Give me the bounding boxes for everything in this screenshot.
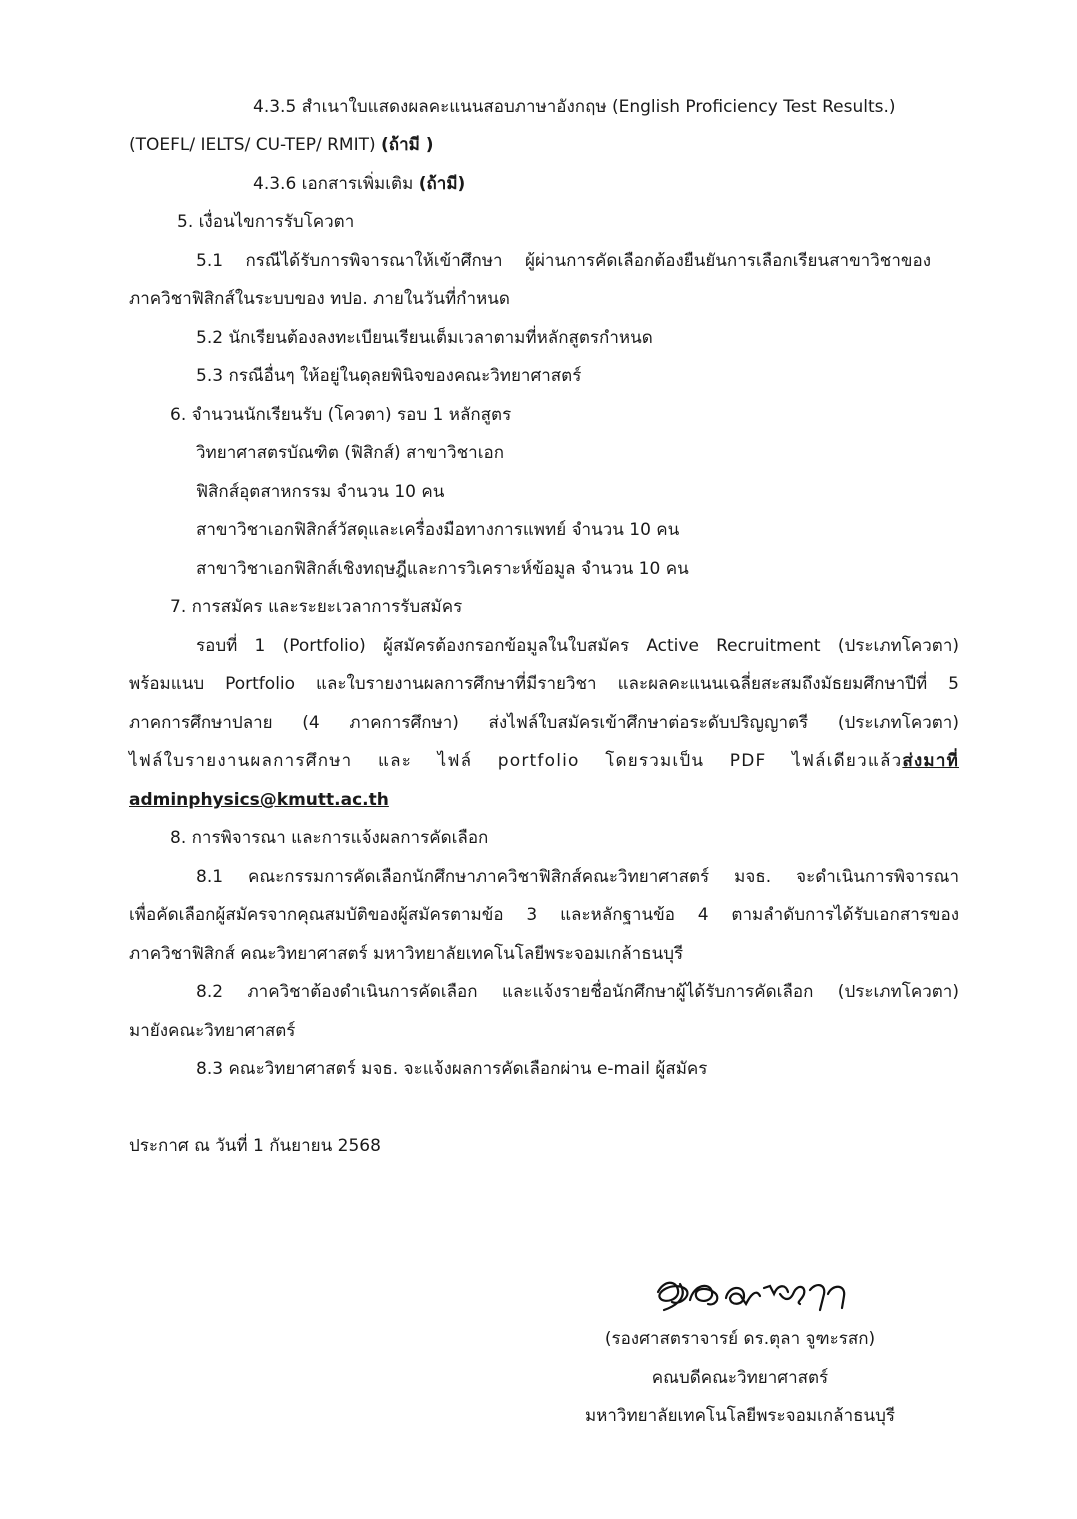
major-industrial-physics: ฟิสิกส์อุตสาหกรรม จำนวน 10 คน [196,482,445,502]
section-7-paragraph-line-3: ภาคการศึกษาปลาย (4 ภาคการศึกษา) ส่งไฟล์ใบสมัครเข้าศึกษาต่อระดับปริญญาตรี (ประเภทโควตา) [129,713,959,733]
signatory-university: มหาวิทยาลัยเทคโนโลยีพระจอมเกล้าธนบุรี [584,1406,896,1426]
item-5-3: 5.3 กรณีอื่นๆ ให้อยู่ในดุลยพินิจของคณะวิทยาศาสตร์ [196,366,582,386]
item-4-3-6: 4.3.6 เอกสารเพิ่มเติม (ถ้ามี) [253,174,466,194]
major-materials-medical-physics: สาขาวิชาเอกฟิสิกส์วัสดุและเครื่องมือทางการแพทย์ จำนวน 10 คน [196,520,680,540]
item-4-3-5: 4.3.5 สำเนาใบแสดงผลคะแนนสอบภาษาอังกฤษ (English Proficiency Test Results.) [253,97,896,117]
item-5-2: 5.2 นักเรียนต้องลงทะเบียนเรียนเต็มเวลาตามที่หลักสูตรกำหนด [196,328,653,348]
signatory-name: (รองศาสตราจารย์ ดร.ตุลา จูฑะรสก) [604,1329,876,1349]
major-theoretical-physics: สาขาวิชาเอกฟิสิกส์เชิงทฤษฎีและการวิเคราะห์ข้อมูล จำนวน 10 คน [196,559,689,579]
send-to-label: ส่งมาที่ [902,751,959,771]
email-link[interactable]: adminphysics@kmutt.ac.th [129,790,389,810]
item-5-1: 5.1 กรณีได้รับการพิจารณาให้เข้าศึกษา ผู้ผ่านการคัดเลือกต้องยืนยันการเลือกเรียนสาขาวิชาของ [196,251,931,271]
section-7-paragraph-line-1: รอบที่ 1 (Portfolio) ผู้สมัครต้องกรอกข้อมูลในใบสมัคร Active Recruitment (ประเภทโควตา) [196,636,959,656]
announcement-date: ประกาศ ณ วันที่ 1 กันยายน 2568 [129,1136,381,1156]
item-4-3-5-continued: (TOEFL/ IELTS/ CU-TEP/ RMIT) (ถ้ามี ) [129,135,434,155]
section-5-heading: 5. เงื่อนไขการรับโควตา [177,212,355,232]
section-8-heading: 8. การพิจารณา และการแจ้งผลการคัดเลือก [170,828,489,848]
section-7-paragraph-line-2: พร้อมแนบ Portfolio และใบรายงานผลการศึกษาที่มีรายวิชา และผลคะแนนเฉลี่ยสะสมถึงมัธยมศึกษาปีที่ 5 [129,674,959,694]
item-8-2: 8.2 ภาควิชาต้องดำเนินการคัดเลือก และแจ้งรายชื่อนักศึกษาผู้ได้รับการคัดเลือก (ประเภทโควตา) [196,982,959,1002]
optional-note: (ถ้ามี) [418,174,466,194]
section-6-heading: 6. จำนวนนักเรียนรับ (โควตา) รอบ 1 หลักสูตร [170,405,512,425]
item-8-1-continued-2: ภาควิชาฟิสิกส์ คณะวิทยาศาสตร์ มหาวิทยาลัยเทคโนโลยีพระจอมเกล้าธนบุรี [129,944,684,964]
optional-note: (ถ้ามี ) [381,135,434,155]
program-name: วิทยาศาสตรบัณฑิต (ฟิสิกส์) สาขาวิชาเอก [196,443,505,463]
item-8-1-continued: เพื่อคัดเลือกผู้สมัครจากคุณสมบัติของผู้สมัครตามข้อ 3 และหลักฐานข้อ 4 ตามลำดับการได้รับเอกสารของ [129,905,959,925]
signature-image [650,1270,860,1320]
item-5-1-continued: ภาควิชาฟิสิกส์ในระบบของ ทปอ. ภายในวันที่กำหนด [129,289,510,309]
item-8-1: 8.1 คณะกรรมการคัดเลือกนักศึกษาภาควิชาฟิสิกส์คณะวิทยาศาสตร์ มจธ. จะดำเนินการพิจารณา [196,867,959,887]
signatory-position: คณบดีคณะวิทยาศาสตร์ [651,1368,829,1388]
item-8-3: 8.3 คณะวิทยาศาสตร์ มจธ. จะแจ้งผลการคัดเลือกผ่าน e-mail ผู้สมัคร [196,1059,708,1079]
section-7-heading: 7. การสมัคร และระยะเวลาการรับสมัคร [170,597,463,617]
section-7-paragraph-line-4: ไฟล์ใบรายงานผลการศึกษา และ ไฟล์ portfolio โดยรวมเป็น PDF ไฟล์เดียวแล้วส่งมาที่ [129,751,959,771]
item-8-2-continued: มายังคณะวิทยาศาสตร์ [129,1021,296,1041]
